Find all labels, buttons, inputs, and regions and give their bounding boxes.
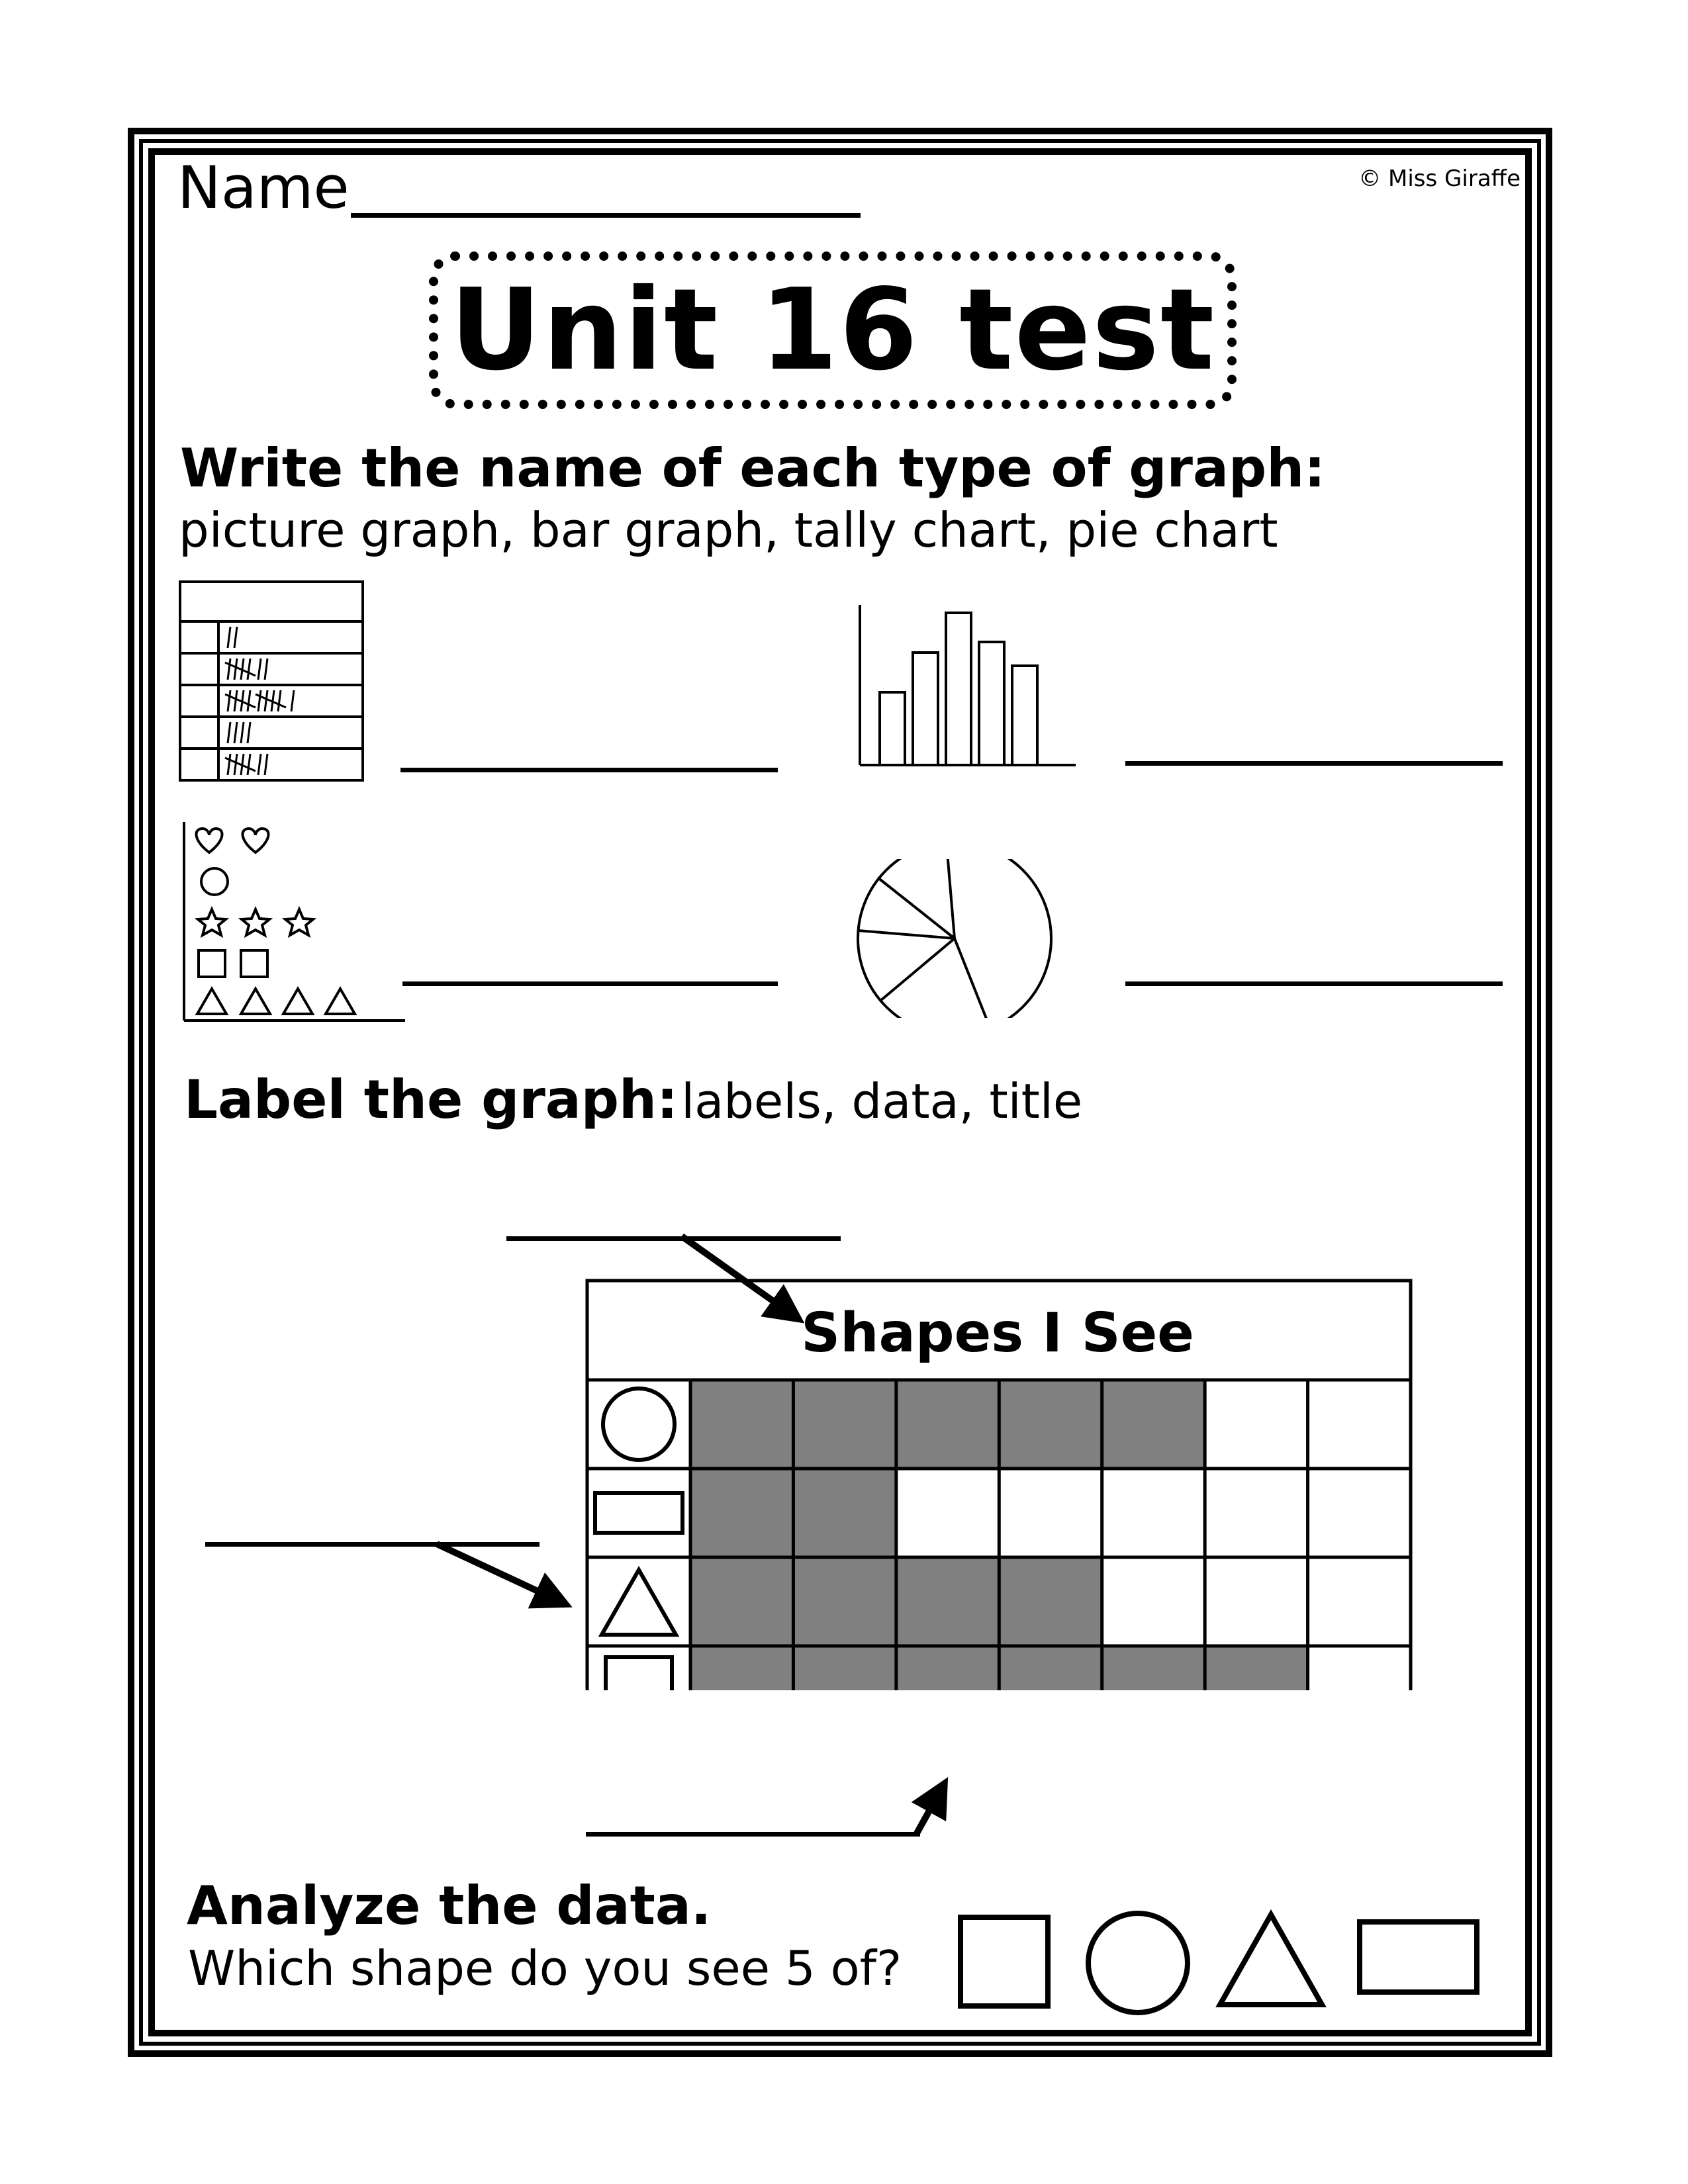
graph-cell-empty [1102,1557,1205,1646]
graph-cell-empty [1205,1469,1307,1557]
graph-cell-filled [999,1380,1102,1469]
answer-choice-rectangle[interactable] [1357,1919,1479,1995]
label-graph-options: labels, data, title [681,1073,1083,1129]
graph-cell-filled [1102,1380,1205,1469]
page-title: Unit 16 test [449,265,1216,396]
answer-choice-circle[interactable] [1086,1911,1190,2015]
bar-graph-illustration [857,602,1079,768]
row-square-icon [606,1657,672,1690]
bar-graph-answer-line[interactable] [1125,761,1503,766]
graph-cell-filled [999,1646,1102,1690]
graph-cell-filled [690,1646,793,1690]
analyze-heading: Analyze the data. [187,1875,712,1936]
title-label-answer-line[interactable] [506,1236,841,1241]
graph-cell-filled [793,1646,896,1690]
graph-cell-empty [999,1469,1102,1557]
graph-cell-empty [1308,1380,1411,1469]
shapes-graph [584,1277,1414,1690]
copyright-text: © Miss Giraffe [1358,165,1521,192]
picture-graph-illustration [180,821,408,1026]
labels-label-answer-line[interactable] [205,1542,539,1547]
graph-cell-filled [896,1646,999,1690]
graph-cell-filled [896,1557,999,1646]
row-triangle-icon [602,1570,676,1635]
graph-cell-empty [1102,1469,1205,1557]
graph-cell-filled [793,1469,896,1557]
graph-cell-empty [1205,1557,1307,1646]
shapes-graph-svg [584,1277,1414,1690]
tally-chart-illustration [177,579,369,784]
analyze-question: Which shape do you see 5 of? [188,1940,902,1996]
graph-cell-empty [896,1469,999,1557]
graph-types-options: picture graph, bar graph, tally chart, pie chart [179,502,1278,558]
graph-cell-filled [793,1380,896,1469]
graph-cell-filled [690,1557,793,1646]
graph-cell-empty [1308,1557,1411,1646]
answer-choice-triangle[interactable] [1215,1909,1327,2009]
tally-chart-answer-line[interactable] [400,768,778,772]
pie-chart-illustration [854,859,1053,1018]
name-answer-line[interactable] [351,213,861,218]
name-label: Name [177,154,350,222]
graph-types-heading: Write the name of each type of graph: [180,437,1326,499]
graph-cell-filled [896,1380,999,1469]
graph-cell-filled [999,1557,1102,1646]
label-graph-heading: Label the graph: [184,1069,678,1130]
shapes-graph-title: Shapes I See [801,1302,1194,1365]
answer-choice-square[interactable] [958,1915,1051,2009]
graph-cell-empty [1308,1469,1411,1557]
pie-chart-answer-line[interactable] [1125,981,1503,986]
graph-cell-filled [1205,1646,1307,1690]
graph-cell-empty [1308,1646,1411,1690]
graph-cell-filled [690,1469,793,1557]
graph-cell-filled [1102,1646,1205,1690]
picture-graph-answer-line[interactable] [402,981,778,986]
label-graph-instruction [184,1069,1083,1130]
data-label-answer-line[interactable] [586,1832,920,1837]
graph-cell-filled [793,1557,896,1646]
row-circle-icon [603,1388,675,1460]
graph-cell-empty [1205,1380,1307,1469]
graph-cell-filled [690,1380,793,1469]
row-rectangle-icon [595,1493,682,1533]
